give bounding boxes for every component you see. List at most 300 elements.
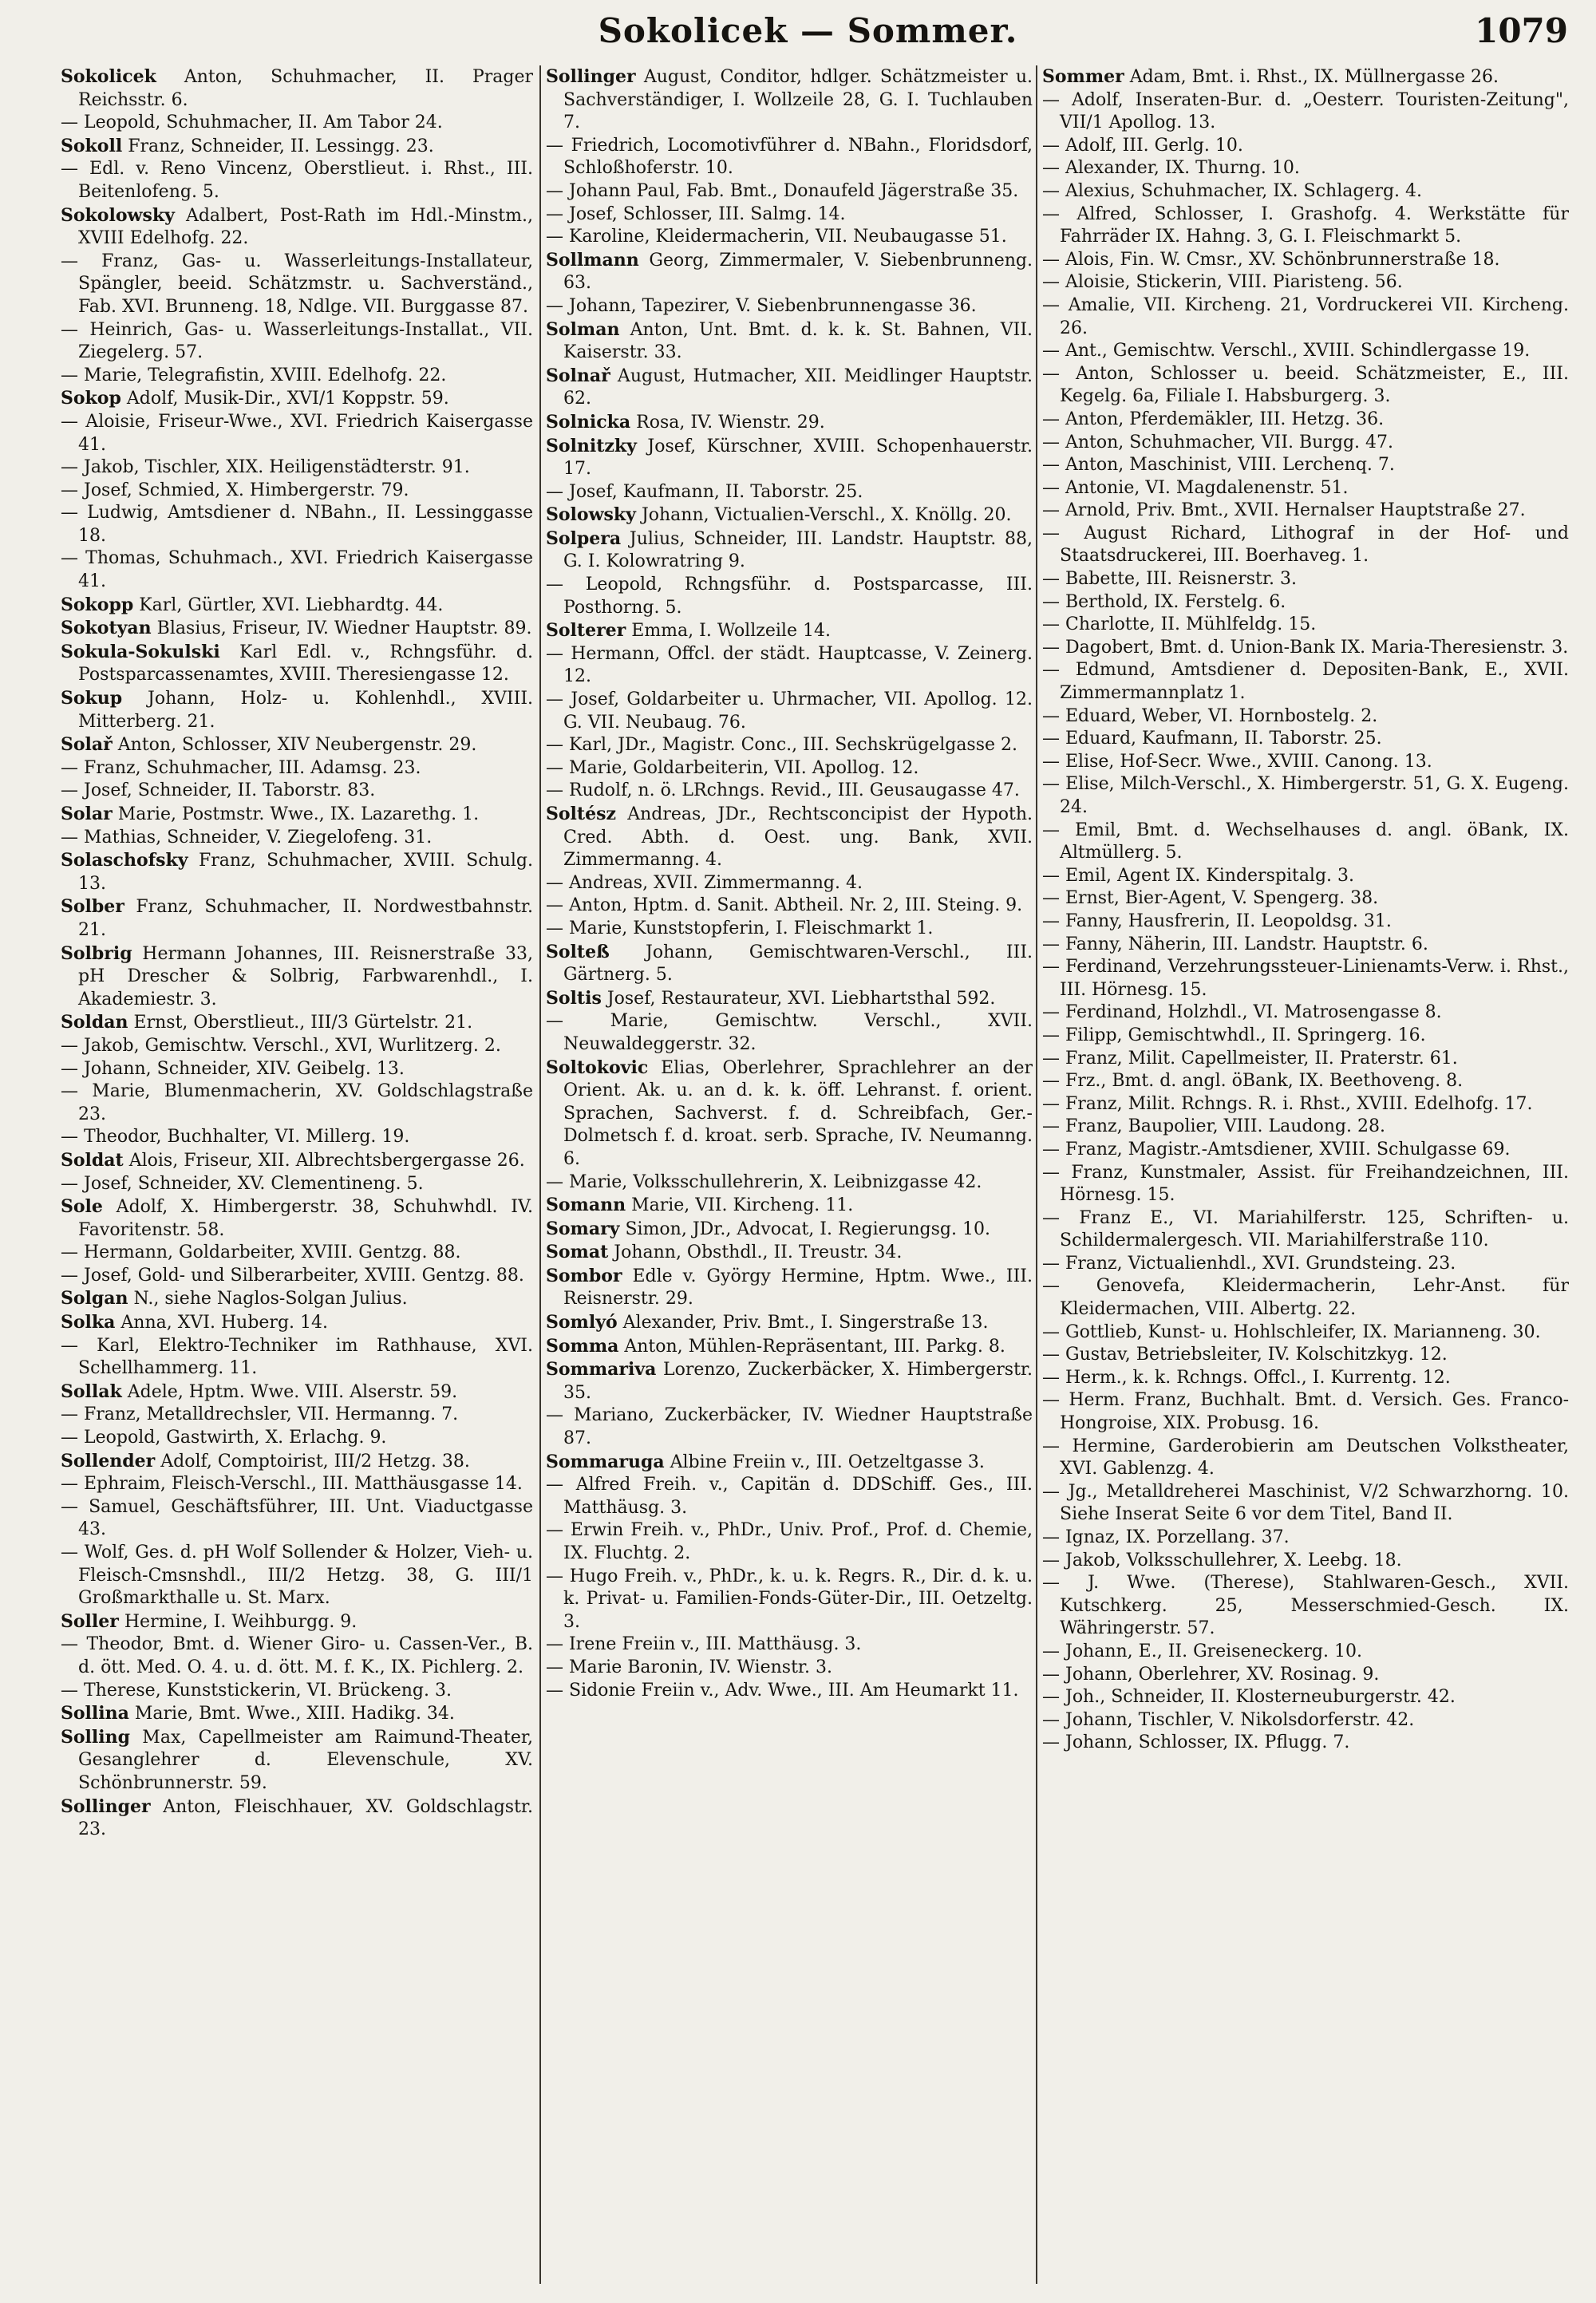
page-number: 1079 bbox=[1475, 11, 1568, 50]
entry-text: — Anton, Schlosser u. beeid. Schätzmeister, E., III. Kegelg. 6a, Filiale I. Habsburgerg. 3. bbox=[1042, 363, 1569, 407]
directory-entry bbox=[546, 435, 1033, 481]
entry-text: Johann, Victualien-Verschl., X. Knöllg. 20. bbox=[635, 505, 1012, 526]
directory-entry bbox=[1042, 637, 1569, 660]
directory-entry bbox=[1042, 340, 1569, 363]
directory-entry bbox=[61, 411, 533, 456]
directory-entry bbox=[546, 1358, 1033, 1404]
entry-text: — Franz, Magistr.-Amtsdiener, XVIII. Schulgasse 69. bbox=[1042, 1139, 1511, 1159]
directory-entry bbox=[1042, 409, 1569, 432]
directory-entry bbox=[546, 1057, 1033, 1171]
page-header bbox=[48, 11, 1568, 59]
directory-entry bbox=[546, 365, 1033, 411]
directory-entry bbox=[1042, 911, 1569, 934]
entry-text: — Babette, III. Reisnerstr. 3. bbox=[1042, 569, 1297, 590]
entry-text: — Mathias, Schneider, V. Ziegelofeng. 31. bbox=[61, 827, 433, 847]
directory-entry bbox=[1042, 523, 1569, 568]
directory-entry bbox=[546, 619, 1033, 643]
directory-entry bbox=[1042, 454, 1569, 477]
entry-surname: Solka bbox=[61, 1312, 116, 1333]
directory-entry bbox=[1042, 363, 1569, 409]
entry-text: — Joh., Schneider, II. Klosterneuburgerstr. 42. bbox=[1042, 1687, 1456, 1708]
directory-entry bbox=[1042, 1139, 1569, 1162]
entry-surname: Solteß bbox=[546, 941, 610, 962]
directory-entry bbox=[1042, 180, 1569, 203]
directory-entry bbox=[1042, 294, 1569, 340]
directory-entry bbox=[61, 1265, 533, 1288]
entry-text: — Gottlieb, Kunst- u. Hohlschleifer, IX. Marianneng. 30. bbox=[1042, 1321, 1541, 1342]
directory-entry bbox=[61, 849, 533, 895]
entry-surname: Sommaruga bbox=[546, 1451, 665, 1472]
directory-entry bbox=[1042, 956, 1569, 1001]
directory-entry bbox=[61, 803, 533, 827]
entry-text: Johann, Obsthdl., II. Treustr. 34. bbox=[608, 1242, 903, 1263]
directory-entry bbox=[61, 1427, 533, 1450]
entry-text: — Ant., Gemischtw. Verschl., XVIII. Schindlergasse 19. bbox=[1042, 341, 1531, 361]
entry-text: August, Hutmacher, XII. Meidlinger Hauptstr. 62. bbox=[563, 365, 1033, 409]
entry-text: Blasius, Friseur, IV. Wiedner Hauptstr. 89. bbox=[151, 618, 532, 639]
entry-text: — Sidonie Freiin v., Adv. Wwe., III. Am Heumarkt 11. bbox=[546, 1680, 1019, 1701]
entry-text: — Herm., k. k. Rchngs. Offcl., I. Kurrentg. 12. bbox=[1042, 1367, 1451, 1388]
entry-text: — Franz, Kunstmaler, Assist. für Freihandzeichnen, III. Hörnesg. 15. bbox=[1042, 1162, 1569, 1206]
entry-surname: Solař bbox=[61, 734, 113, 756]
directory-entry bbox=[1042, 1253, 1569, 1276]
directory-entry bbox=[61, 1450, 533, 1474]
entry-text: Anton, Fleischhauer, XV. Goldschlagstr. 23. bbox=[78, 1796, 533, 1840]
entry-text: — Ferdinand, Holzhdl., VI. Matrosengasse 8. bbox=[1042, 1002, 1442, 1023]
directory-entry bbox=[1042, 1025, 1569, 1048]
directory-entry bbox=[1042, 1481, 1569, 1527]
directory-entry bbox=[546, 987, 1033, 1011]
directory-entry bbox=[61, 617, 533, 641]
entry-text: Albine Freiin v., III. Oetzeltgasse 3. bbox=[664, 1452, 985, 1472]
entry-surname: Sommer bbox=[1042, 66, 1124, 87]
entry-text: Marie, Postmstr. Wwe., IX. Lazarethg. 1. bbox=[112, 804, 480, 824]
directory-entry bbox=[546, 203, 1033, 227]
entry-text: — Frz., Bmt. d. angl. öBank, IX. Beethoveng. 8. bbox=[1042, 1071, 1464, 1092]
directory-entry bbox=[1042, 1048, 1569, 1071]
directory-entry bbox=[61, 1404, 533, 1427]
entry-surname: Sokula-Sokulski bbox=[61, 641, 220, 662]
directory-entry bbox=[61, 158, 533, 203]
directory-entry bbox=[546, 1404, 1033, 1450]
directory-entry bbox=[61, 1726, 533, 1795]
entry-text: Josef, Kürschner, XVIII. Schopenhauerstr. 17. bbox=[563, 436, 1033, 480]
directory-entry bbox=[1042, 568, 1569, 591]
directory-entry bbox=[1042, 1275, 1569, 1321]
entry-text: Franz, Schuhmacher, II. Nordwestbahnstr. 21. bbox=[78, 897, 533, 940]
entry-text: — Jg., Metalldreherei Maschinist, V/2 Schwarzhorng. 10. Siehe Inserat Seite 6 vor dem Titel, Band II. bbox=[1042, 1481, 1569, 1525]
entry-text: Emma, I. Wollzeile 14. bbox=[626, 621, 831, 642]
entry-surname: Somary bbox=[546, 1218, 620, 1239]
directory-entry bbox=[61, 1126, 533, 1149]
directory-entry bbox=[61, 942, 533, 1012]
directory-entry bbox=[546, 941, 1033, 987]
entry-text: Anton, Schuhmacher, II. Prager Reichsstr. 6. bbox=[78, 67, 533, 110]
directory-entry bbox=[1042, 1732, 1569, 1755]
entry-text: — Therese, Kunststickerin, VI. Brückeng. 3. bbox=[61, 1680, 452, 1701]
entry-text: — Genovefa, Kleidermacherin, Lehr-Anst. für Kleidermachen, VIII. Albertg. 22. bbox=[1042, 1276, 1569, 1320]
entry-text: — Karl, JDr., Magistr. Conc., III. Sechskrügelgasse 2. bbox=[546, 735, 1018, 756]
entry-text: — Berthold, IX. Ferstelg. 6. bbox=[1042, 591, 1286, 612]
directory-entry bbox=[61, 1035, 533, 1058]
directory-entry bbox=[61, 204, 533, 251]
directory-entry bbox=[61, 1795, 533, 1842]
entry-text: Karl, Gürtler, XVI. Liebhardtg. 44. bbox=[133, 595, 444, 615]
directory-entry bbox=[546, 1218, 1033, 1242]
entry-text: — Charlotte, II. Mühlfeldg. 15. bbox=[1042, 614, 1317, 635]
entry-text: — Alfred Freih. v., Capitän d. DDSchiff. Ges., III. Matthäusg. 3. bbox=[546, 1475, 1033, 1518]
entry-text: — Franz, Victualienhdl., XVI. Grundsteing. 23. bbox=[1042, 1253, 1456, 1274]
entry-surname: Soldan bbox=[61, 1012, 128, 1033]
directory-entry bbox=[1042, 1162, 1569, 1207]
entry-text: Elias, Oberlehrer, Sprachlehrer an der Orient. Ak. u. an d. k. k. öff. Lehranst. f. orient. Sprachen, Sachverst. f. d. Schreibfach, Ger.-Dolmetsch f. d. kroat. serb. Sprache, IV. Neumanng. 6. bbox=[563, 1057, 1033, 1169]
entry-text: — Fanny, Näherin, III. Landstr. Hauptstr. 6. bbox=[1042, 934, 1428, 954]
entry-text: — Alois, Fin. W. Cmsr., XV. Schönbrunnerstraße 18. bbox=[1042, 249, 1500, 270]
directory-entry bbox=[1042, 659, 1569, 705]
entry-text: — Fanny, Hausfrerin, II. Leopoldsg. 31. bbox=[1042, 911, 1392, 931]
entry-text: — Theodor, Bmt. d. Wiener Giro- u. Cassen-Ver., B. d. ött. Med. O. 4. u. d. ött. M. f. K., IX. Pichlerg. 2. bbox=[61, 1634, 533, 1677]
entry-text: — Johann, Tapezirer, V. Siebenbrunnengasse 36. bbox=[546, 295, 977, 316]
entry-surname: Somat bbox=[546, 1242, 609, 1263]
entry-text: Adolf, Comptoirist, III/2 Hetzg. 38. bbox=[155, 1451, 470, 1471]
entry-text: — Friedrich, Locomotivführer d. NBahn., Floridsdorf, Schloßhoferstr. 10. bbox=[546, 135, 1033, 179]
entry-text: — Samuel, Geschäftsführer, III. Unt. Viaductgasse 43. bbox=[61, 1496, 533, 1540]
entry-text: — Karl, Elektro-Techniker im Rathhause, XVI. Schellhammerg. 11. bbox=[61, 1335, 533, 1379]
entry-text: Simon, JDr., Advocat, I. Regierungsg. 10. bbox=[619, 1219, 990, 1239]
entry-text: Georg, Zimmermaler, V. Siebenbrunneng. 63. bbox=[563, 250, 1033, 294]
entry-text: N., siehe Naglos-Solgan Julius. bbox=[128, 1289, 408, 1310]
directory-entry bbox=[61, 65, 533, 112]
entry-text: — Leopold, Schuhmacher, II. Am Tabor 24. bbox=[61, 113, 443, 133]
directory-entry bbox=[1042, 157, 1569, 180]
directory-entry bbox=[1042, 1686, 1569, 1709]
entry-text: — Johann Paul, Fab. Bmt., Donaufeld Jägerstraße 35. bbox=[546, 180, 1019, 201]
entry-text: Hermine, I. Weihburgg. 9. bbox=[118, 1611, 358, 1632]
directory-entry bbox=[1042, 1550, 1569, 1573]
directory-entry bbox=[546, 1194, 1033, 1218]
entry-text: Alexander, Priv. Bmt., I. Singerstraße 13. bbox=[617, 1313, 989, 1333]
directory-entry bbox=[61, 1080, 533, 1126]
directory-entry bbox=[1042, 773, 1569, 819]
directory-entry bbox=[61, 456, 533, 480]
entry-text: Franz, Schuhmacher, XVIII. Schulg. 13. bbox=[78, 851, 533, 894]
entry-text: Alois, Friseur, XII. Albrechtsbergergasse 26. bbox=[123, 1150, 525, 1171]
entry-text: — Jakob, Volksschullehrer, X. Leebg. 18. bbox=[1042, 1550, 1402, 1570]
directory-entry bbox=[546, 527, 1033, 574]
entry-text: — Ignaz, IX. Porzellang. 37. bbox=[1042, 1527, 1290, 1547]
directory-entry bbox=[61, 1496, 533, 1542]
entry-surname: Solbrig bbox=[61, 942, 132, 964]
directory-entry bbox=[1042, 1344, 1569, 1367]
entry-surname: Soltis bbox=[546, 987, 602, 1009]
entry-text: — Josef, Schneider, II. Taborstr. 83. bbox=[61, 780, 376, 801]
directory-entry bbox=[546, 1311, 1033, 1335]
directory-entry bbox=[546, 1451, 1033, 1475]
directory-entry bbox=[1042, 1527, 1569, 1550]
directory-entry bbox=[1042, 1664, 1569, 1687]
entry-text: Franz, Schneider, II. Lessingg. 23. bbox=[122, 136, 434, 156]
entry-surname: Sokopp bbox=[61, 594, 134, 615]
entry-text: — Franz, Milit. Capellmeister, II. Praterstr. 61. bbox=[1042, 1048, 1458, 1069]
entry-text: — Franz, Schuhmacher, III. Adamsg. 23. bbox=[61, 757, 421, 778]
directory-entry bbox=[546, 1566, 1033, 1634]
directory-entry bbox=[61, 387, 533, 411]
directory-entry bbox=[546, 135, 1033, 180]
entry-text: — Marie, Gemischtw. Verschl., XVII. Neuwaldeggerstr. 32. bbox=[546, 1011, 1033, 1054]
entry-text: — Herm. Franz, Buchhalt. Bmt. d. Versich. Ges. Franco-Hongroise, XIX. Probusg. 16. bbox=[1042, 1390, 1569, 1434]
entry-text: — Hermann, Goldarbeiter, XVIII. Gentzg. 88. bbox=[61, 1242, 461, 1263]
directory-entry bbox=[1042, 203, 1569, 249]
directory-entry bbox=[1042, 271, 1569, 294]
entry-text: — Alexander, IX. Thurng. 10. bbox=[1042, 158, 1300, 179]
entry-surname: Sollinger bbox=[546, 66, 636, 87]
directory-entry bbox=[546, 1265, 1033, 1311]
directory-entry bbox=[546, 249, 1033, 295]
directory-entry bbox=[546, 757, 1033, 780]
directory-entry bbox=[1042, 1641, 1569, 1664]
entry-text: Edle v. György Hermine, Hptm. Wwe., III. Reisnerstr. 29. bbox=[563, 1266, 1033, 1310]
entry-text: — Filipp, Gemischtwhdl., II. Springerg. 16. bbox=[1042, 1025, 1426, 1045]
entry-text: Max, Capellmeister am Raimund-Theater, Gesanglehrer d. Elevenschule, XV. Schönbrunnerstr. 59. bbox=[78, 1727, 533, 1793]
entry-text: Adam, Bmt. i. Rhst., IX. Müllnergasse 26. bbox=[1124, 67, 1499, 87]
entry-text: — Wolf, Ges. d. pH Wolf Sollender & Holzer, Vieh- u. Fleisch-Cmsnshdl., III/2 Hetzg. 38, G. III/1 Großmarkthalle u. St. Marx. bbox=[61, 1543, 533, 1609]
entry-text: — Franz, Milit. Rchngs. R. i. Rhst., XVIII. Edelhofg. 17. bbox=[1042, 1093, 1533, 1114]
directory-entry bbox=[61, 1195, 533, 1242]
directory-entry bbox=[546, 226, 1033, 249]
entry-surname: Solnitzky bbox=[546, 435, 637, 456]
entry-text: Lorenzo, Zuckerbäcker, X. Himbergerstr. 35. bbox=[563, 1360, 1033, 1403]
directory-entry bbox=[61, 1173, 533, 1196]
directory-entry bbox=[61, 895, 533, 942]
entry-text: — Johann, Schlosser, IX. Pflugg. 7. bbox=[1042, 1732, 1350, 1753]
entry-text: — Johann, Schneider, XIV. Geibelg. 13. bbox=[61, 1058, 405, 1079]
directory-entry bbox=[61, 1542, 533, 1610]
entry-text: — Josef, Kaufmann, II. Taborstr. 25. bbox=[546, 481, 863, 502]
column-1 bbox=[61, 65, 533, 2292]
entry-text: Josef, Restaurateur, XVI. Liebhartsthal 592. bbox=[601, 988, 996, 1009]
entry-surname: Solman bbox=[546, 318, 620, 340]
entry-text: — Arnold, Priv. Bmt., XVII. Hernalser Hauptstraße 27. bbox=[1042, 500, 1526, 521]
entry-text: — Marie, Blumenmacherin, XV. Goldschlagstraße 23. bbox=[61, 1081, 533, 1124]
entry-text: Karl Edl. v., Rchngsführ. d. Postsparcassenamtes, XVIII. Theresiengasse 12. bbox=[78, 642, 533, 685]
directory-entry bbox=[61, 1011, 533, 1035]
directory-entry bbox=[546, 1519, 1033, 1565]
column-2 bbox=[546, 65, 1033, 2292]
directory-entry bbox=[61, 1058, 533, 1081]
directory-entry bbox=[1042, 500, 1569, 523]
entry-surname: Soldat bbox=[61, 1149, 124, 1171]
directory-entry bbox=[61, 480, 533, 503]
directory-entry bbox=[61, 1702, 533, 1726]
entry-text: — Ludwig, Amtsdiener d. NBahn., II. Lessinggasse 18. bbox=[61, 503, 533, 546]
entry-text: — Hermine, Garderobierin am Deutschen Volkstheater, XVI. Gablenzg. 4. bbox=[1042, 1436, 1569, 1479]
directory-entry bbox=[61, 365, 533, 388]
directory-entry bbox=[546, 65, 1033, 135]
directory-entry bbox=[1042, 820, 1569, 865]
entry-text: — Antonie, VI. Magdalenenstr. 51. bbox=[1042, 477, 1349, 498]
entry-surname: Sole bbox=[61, 1196, 103, 1218]
directory-entry bbox=[546, 1680, 1033, 1703]
directory-entry bbox=[1042, 705, 1569, 729]
entry-text: — Thomas, Schuhmach., XVI. Friedrich Kaisergasse 41. bbox=[61, 548, 533, 592]
entry-text: August, Conditor, hdlger. Schätzmeister u. Sachverständiger, I. Wollzeile 28, G. I. Tuchlauben 7. bbox=[563, 67, 1033, 133]
directory-entry bbox=[1042, 1367, 1569, 1390]
directory-entry bbox=[61, 1335, 533, 1381]
entry-text: — Andreas, XVII. Zimmermanng. 4. bbox=[546, 872, 863, 893]
entry-text: — Anton, Schuhmacher, VII. Burgg. 47. bbox=[1042, 432, 1394, 452]
entry-text: — Adolf, Inseraten-Bur. d. „Oesterr. Touristen-Zeitung", VII/1 Apollog. 13. bbox=[1042, 89, 1569, 133]
entry-surname: Sokop bbox=[61, 388, 121, 409]
entry-text: — Alfred, Schlosser, I. Grashofg. 4. Werkstätte für Fahrräder IX. Hahng. 3, G. I. Fleischmarkt 5. bbox=[1042, 203, 1569, 247]
entry-surname: Solnicka bbox=[546, 411, 631, 433]
directory-entry bbox=[61, 733, 533, 757]
directory-entry bbox=[546, 1335, 1033, 1359]
entry-text: Rosa, IV. Wienstr. 29. bbox=[630, 412, 825, 433]
entry-text: — Marie, Telegrafistin, XVIII. Edelhofg. 22. bbox=[61, 365, 447, 385]
directory-entry bbox=[546, 689, 1033, 734]
directory-entry bbox=[546, 734, 1033, 757]
entry-surname: Solnař bbox=[546, 365, 610, 386]
entry-text: Marie, VII. Kircheng. 11. bbox=[626, 1195, 854, 1216]
entry-text: — Theodor, Buchhalter, VI. Millerg. 19. bbox=[61, 1127, 410, 1148]
entry-text: — Karoline, Kleidermacherin, VII. Neubaugasse 51. bbox=[546, 227, 1007, 247]
directory-entry bbox=[1042, 432, 1569, 455]
directory-entry bbox=[61, 502, 533, 547]
entry-surname: Solling bbox=[61, 1726, 131, 1748]
entry-text: — Marie Baronin, IV. Wienstr. 3. bbox=[546, 1657, 832, 1677]
entry-text: — Adolf, III. Gerlg. 10. bbox=[1042, 135, 1243, 156]
entry-surname: Sollender bbox=[61, 1450, 156, 1471]
entry-text: — Anton, Hptm. d. Sanit. Abtheil. Nr. 2, III. Steing. 9. bbox=[546, 895, 1023, 916]
entry-text: Johann, Holz- u. Kohlenhdl., XVIII. Mitterberg. 21. bbox=[78, 689, 533, 732]
directory-entry bbox=[1042, 89, 1569, 135]
column-divider bbox=[539, 65, 541, 2284]
entry-text: — Marie, Volksschullehrerin, X. Leibnizgasse 42. bbox=[546, 1171, 982, 1192]
entry-text: Marie, Bmt. Wwe., XIII. Hadikg. 34. bbox=[128, 1704, 455, 1724]
entry-text: — Alexius, Schuhmacher, IX. Schlagerg. 4. bbox=[1042, 180, 1423, 201]
directory-entry bbox=[546, 295, 1033, 318]
directory-entry bbox=[1042, 135, 1569, 158]
directory-entry bbox=[1042, 65, 1569, 89]
entry-surname: Sollmann bbox=[546, 249, 639, 271]
entry-text: — J. Wwe. (Therese), Stahlwaren-Gesch., XVII. Kutschkerg. 25, Messerschmied-Gesch. IX. Währingerstr. 57. bbox=[1042, 1573, 1569, 1639]
directory-entry bbox=[546, 872, 1033, 895]
entry-text: — Josef, Schmied, X. Himbergerstr. 79. bbox=[61, 480, 409, 500]
directory-entry bbox=[61, 1311, 533, 1335]
entry-text: — Johann, E., II. Greiseneckerg. 10. bbox=[1042, 1641, 1362, 1661]
entry-text: Hermann Johannes, III. Reisnerstraße 33, pH Drescher & Solbrig, Farbwarenhdl., I. Akademiestr. 3. bbox=[78, 943, 533, 1009]
entry-text: — Ernst, Bier-Agent, V. Spengerg. 38. bbox=[1042, 888, 1379, 909]
entry-surname: Sokolicek bbox=[61, 66, 156, 87]
directory-entry bbox=[1042, 1116, 1569, 1139]
directory-entry bbox=[61, 547, 533, 593]
entry-text: Anton, Unt. Bmt. d. k. k. St. Bahnen, VII. Kaiserstr. 33. bbox=[563, 319, 1033, 363]
entry-text: Adalbert, Post-Rath im Hdl.-Minstm., XVIII Edelhofg. 22. bbox=[78, 205, 533, 249]
directory-entry bbox=[546, 1171, 1033, 1195]
column-3 bbox=[1042, 65, 1569, 2292]
entry-text: Adele, Hptm. Wwe. VIII. Alserstr. 59. bbox=[121, 1381, 458, 1402]
entry-surname: Somann bbox=[546, 1195, 626, 1216]
directory-entry bbox=[1042, 477, 1569, 500]
entry-text: — Hermann, Offcl. der städt. Hauptcasse, V. Zeinerg. 12. bbox=[546, 643, 1033, 687]
directory-entry bbox=[1042, 865, 1569, 888]
directory-entry bbox=[61, 1149, 533, 1173]
entry-surname: Somma bbox=[546, 1335, 619, 1357]
directory-entry bbox=[1042, 1093, 1569, 1116]
entry-text: — Jakob, Tischler, XIX. Heiligenstädterstr. 91. bbox=[61, 457, 470, 478]
entry-surname: Soltokovic bbox=[546, 1057, 649, 1078]
entry-text: Adolf, X. Himbergerstr. 38, Schuhwhdl. IV. Favoritenstr. 58. bbox=[78, 1197, 533, 1240]
directory-entry bbox=[1042, 1572, 1569, 1641]
directory-entry bbox=[61, 757, 533, 780]
entry-text: — Rudolf, n. ö. LRchngs. Revid., III. Geusaugasse 47. bbox=[546, 780, 1020, 801]
directory-entry bbox=[546, 1657, 1033, 1680]
entry-text: — Emil, Bmt. d. Wechselhauses d. angl. öBank, IX. Altmüllerg. 5. bbox=[1042, 820, 1569, 863]
directory-entry bbox=[61, 780, 533, 803]
entry-text: — Johann, Tischler, V. Nikolsdorferstr. 42. bbox=[1042, 1709, 1415, 1730]
directory-entry bbox=[61, 594, 533, 618]
directory-entry bbox=[61, 1473, 533, 1496]
entry-surname: Solar bbox=[61, 804, 113, 824]
entry-text: Andreas, JDr., Rechtsconcipist der Hypoth. Cred. Abth. d. Oest. ung. Bank, XVII. Zimmermanng. 4. bbox=[563, 804, 1033, 871]
entry-text: — Hugo Freih. v., PhDr., k. u. k. Regrs. R., Dir. d. k. u. k. Privat- u. Familien-Fonds-Güter-Dir., III. Oetzeltg. 3. bbox=[546, 1566, 1033, 1632]
directory-entry bbox=[546, 1633, 1033, 1657]
directory-entry bbox=[1042, 614, 1569, 637]
directory-entry bbox=[546, 574, 1033, 619]
directory-entry bbox=[61, 1381, 533, 1404]
directory-entry bbox=[61, 1610, 533, 1634]
entry-text: — Josef, Gold- und Silberarbeiter, XVIII. Gentzg. 88. bbox=[61, 1265, 524, 1286]
directory-entry bbox=[546, 411, 1033, 435]
entry-surname: Somlyó bbox=[546, 1312, 618, 1333]
entry-surname: Soller bbox=[61, 1610, 119, 1632]
entry-text: — Marie, Kunststopferin, I. Fleischmarkt 1. bbox=[546, 918, 934, 938]
column-divider bbox=[1036, 65, 1037, 2284]
entry-text: — Gustav, Betriebsleiter, IV. Kolschitzkyg. 12. bbox=[1042, 1345, 1448, 1365]
entry-surname: Solowsky bbox=[546, 504, 636, 526]
directory-entry bbox=[1042, 1436, 1569, 1481]
directory-entry bbox=[1042, 1709, 1569, 1732]
directory-entry bbox=[1042, 934, 1569, 957]
entry-text: — Elise, Hof-Secr. Wwe., XVIII. Canong. 13. bbox=[1042, 751, 1432, 772]
entry-text: — Elise, Milch-Verschl., X. Himbergerstr. 51, G. X. Eugeng. 24. bbox=[1042, 774, 1569, 817]
entry-text: — Aloisie, Stickerin, VIII. Piaristeng. 56. bbox=[1042, 272, 1403, 293]
entry-text: — Emil, Agent IX. Kinderspitalg. 3. bbox=[1042, 865, 1355, 886]
entry-text: Julius, Schneider, III. Landstr. Hauptstr. 88, G. I. Kolowratring 9. bbox=[563, 528, 1033, 572]
directory-entry bbox=[1042, 1321, 1569, 1345]
directory-entry bbox=[546, 780, 1033, 803]
entry-surname: Sommariva bbox=[546, 1359, 657, 1381]
entry-text: — Irene Freiin v., III. Matthäusg. 3. bbox=[546, 1634, 862, 1655]
entry-text: — Leopold, Rchngsführ. d. Postsparcasse, III. Posthorng. 5. bbox=[546, 575, 1033, 618]
directory-entry bbox=[1042, 1389, 1569, 1435]
entry-text: — Leopold, Gastwirth, X. Erlachg. 9. bbox=[61, 1428, 387, 1448]
entry-text: — Josef, Schneider, XV. Clementineng. 5. bbox=[61, 1173, 424, 1194]
entry-surname: Solpera bbox=[546, 527, 622, 549]
entry-text: — Amalie, VII. Kircheng. 21, Vordruckerei VII. Kircheng. 26. bbox=[1042, 294, 1569, 338]
directory-entry bbox=[1042, 591, 1569, 614]
entry-text: — Eduard, Weber, VI. Hornbostelg. 2. bbox=[1042, 705, 1378, 726]
directory-entry bbox=[61, 251, 533, 319]
entry-surname: Sollina bbox=[61, 1703, 129, 1724]
directory-entry bbox=[1042, 1207, 1569, 1253]
entry-text: Ernst, Oberstlieut., III/3 Gürtelstr. 21. bbox=[128, 1013, 473, 1033]
entry-text: Anna, XVI. Huberg. 14. bbox=[115, 1313, 328, 1333]
directory-entry bbox=[1042, 728, 1569, 751]
directory-entry bbox=[61, 135, 533, 159]
entry-text: — Jakob, Gemischtw. Verschl., XVI, Wurlitzerg. 2. bbox=[61, 1035, 501, 1056]
directory-entry bbox=[61, 687, 533, 733]
